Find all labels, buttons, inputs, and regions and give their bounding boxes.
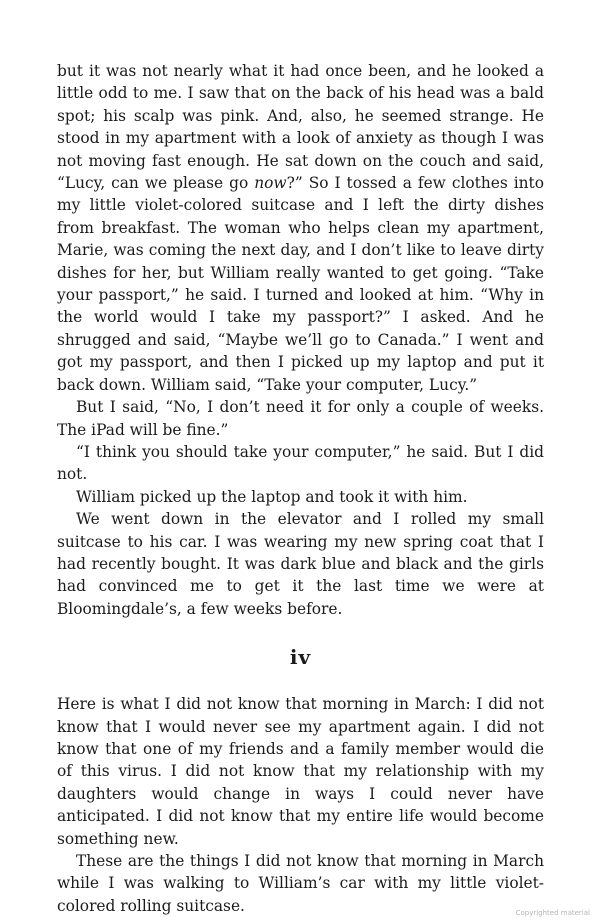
- paragraph: These are the things I did not know that morning in March while I was walking to William’s car with my little violet-colored rolling suitcase.: [57, 852, 544, 915]
- paragraph: [57, 60, 544, 396]
- paragraph: But I said, “No, I don’t need it for only a couple of weeks. The iPad will be fine.”: [57, 398, 544, 439]
- copyright-watermark: Copyrighted material: [515, 909, 590, 917]
- paragraph: William picked up the laptop and took it with him.: [76, 487, 468, 506]
- paragraph: Here is what I did not know that morning in March: I did not know that I would never see my apartment again. I did not know that one of my friends and a family member would die of this virus. I did not know that my relationship with my daughters would change in ways I could never have anticipated. I did not know that my entire life would become something new.: [57, 695, 544, 848]
- section-heading: iv: [289, 645, 312, 670]
- emphasized-word: now: [254, 174, 287, 193]
- book-page: [57, 60, 544, 917]
- paragraph: “I think you should take your computer,” he said. But I did not.: [57, 442, 544, 484]
- paragraph-text: but it was not nearly what it had once been, and he looked a little odd to me. I saw that on the back of his head was a bald spot; his scalp was pink. And, also, he seemed strange. He stood in my apartment with a look of anxiety as though I was not moving fast enough. He sat down on the couch and said, “Lucy, can we please go: [57, 62, 544, 193]
- paragraph: We went down in the elevator and I rolled my small suitcase to his car. I was wearing my new spring coat that I had recently bought. It was dark blue and black and the girls had convinced me to get it the last time we were at Bloomingdale’s, a few weeks before.: [57, 510, 544, 618]
- paragraph-text: ?” So I tossed a few clothes into my little violet-colored suitcase and I left the dirty dishes from breakfast. The woman who helps clean my apartment, Marie, was coming the next day, and I don’t like to leave dirty dishes for her, but William really wanted to get going. “Take your passport,” he said. I turned and looked at him. “Why in the world would I take my passport?” I asked. And he shrugged and said, “Maybe we’ll go to Canada.” I went and got my passport, and then I picked up my laptop and put it back down. William said, “Take your computer, Lucy.”: [57, 174, 545, 394]
